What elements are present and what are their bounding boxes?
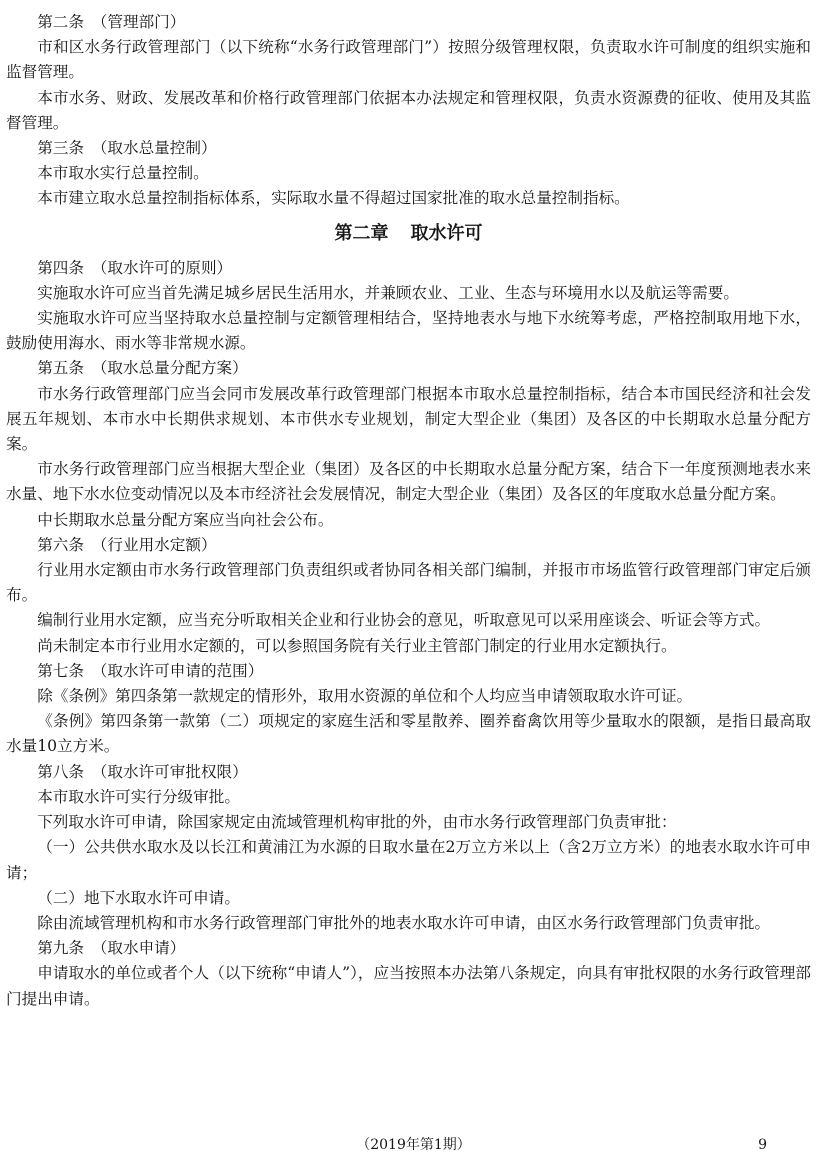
article-title: （取水总量分配方案） [99,359,248,378]
article-heading [6,760,811,785]
paragraph: 除《条例》第四条第一款规定的情形外，取用水资源的单位和个人均应当申请领取取水许可证。 [37,687,693,706]
article-heading [6,136,811,161]
paragraph: 本市建立取水总量控制指标体系，实际取水量不得超过国家批准的取水总量控制指标。 [37,189,630,208]
article-title: （取水许可申请的范围） [99,661,264,680]
article-number: 第三条 [37,139,84,158]
paragraph: 本市水务、财政、发展改革和价格行政管理部门依据本办法规定和管理权限，负责水资源费的征收、使用及其监督管理。 [6,88,811,132]
paragraph: 市水务行政管理部门应当会同市发展改革行政管理部门根据本市取水总量控制指标，结合本市国民经济和社会发展五年规划、本市水中长期供求规划、本市供水专业规划，制定大型企业（集团）及各区的中长期取水总量分配方案。 [6,384,811,454]
article-number: 第七条 [37,661,84,680]
article-title: （取水总量控制） [99,139,217,158]
article-number: 第八条 [37,762,84,781]
article-heading [6,659,811,684]
paragraph: （二）地下水取水许可申请。 [37,888,240,907]
page-number: 9 [758,1137,767,1153]
article-title: （取水申请） [99,939,186,958]
paragraph: 尚未制定本市行业用水定额的，可以参照国务院有关行业主管部门制定的行业用水定额执行。 [37,636,677,655]
paragraph: 除由流域管理机构和市水务行政管理部门审批外的地表水取水许可申请，由区水务行政管理部门负责审批。 [37,913,771,932]
chapter-heading [6,216,811,252]
article-title: （管理部门） [99,13,186,31]
issue-label: （2019年第1期） [356,1137,471,1153]
paragraph: 市水务行政管理部门应当根据大型企业（集团）及各区的中长期取水总量分配方案，结合下一年度预测地表水来水量、地下水水位变动情况以及本市经济社会发展情况，制定大型企业（集团）及各区的年度取水总量分配方案。 [6,460,811,504]
article-title: （取水许可审批权限） [99,762,248,781]
paragraph: 实施取水许可应当首先满足城乡居民生活用水，并兼顾农业、工业、生态与环境用水以及航运等需要。 [37,283,739,302]
paragraph: 下列取水许可申请，除国家规定由流域管理机构审批的外，由市水务行政管理部门负责审批： [37,813,677,832]
paragraph: 市和区水务行政管理部门（以下统称“水务行政管理部门”）按照分级管理权限，负责取水许可制度的组织实施和监督管理。 [6,38,811,82]
article-heading [6,10,811,35]
article-heading [6,533,811,558]
paragraph: 申请取水的单位或者个人（以下统称“申请人”），应当按照本办法第八条规定，向具有审批权限的水务行政管理部门提出申请。 [6,964,811,1008]
article-title: （行业用水定额） [99,535,217,554]
page-footer [0,1132,827,1158]
chapter-number: 第二章 [334,222,389,244]
article-number: 第四条 [37,258,84,277]
article-number: 第五条 [37,359,84,378]
article-number: 第二条 [37,13,84,31]
paragraph: 本市取水许可实行分级审批。 [37,787,240,806]
paragraph: 编制行业用水定额，应当充分听取相关企业和行业协会的意见，听取意见可以采用座谈会、听证会等方式。 [37,611,771,630]
article-heading [6,256,811,281]
article-number: 第九条 [37,939,84,958]
paragraph: 本市取水实行总量控制。 [37,164,209,183]
article-heading [6,356,811,381]
paragraph: 中长期取水总量分配方案应当向社会公布。 [37,510,334,529]
paragraph: 《条例》第四条第一款第（二）项规定的家庭生活和零星散养、圈养畜禽饮用等少量取水的限额，是指日最高取水量10立方米。 [6,712,811,756]
article-heading [6,936,811,961]
paragraph: （一）公共供水取水及以长江和黄浦江为水源的日取水量在2万立方米以上（含2万立方米）的地表水取水许可申请； [6,838,811,882]
paragraph: 行业用水定额由市水务行政管理部门负责组织或者协同各相关部门编制，并报市市场监管行政管理部门审定后颁布。 [6,561,811,605]
paragraph: 实施取水许可应当坚持取水总量控制与定额管理相结合，坚持地表水与地下水统筹考虑，严格控制取用地下水，鼓励使用海水、雨水等非常规水源。 [6,309,811,353]
document-body [6,10,811,1012]
article-title: （取水许可的原则） [99,258,233,277]
chapter-title: 取水许可 [410,222,483,244]
article-number: 第六条 [37,535,84,554]
